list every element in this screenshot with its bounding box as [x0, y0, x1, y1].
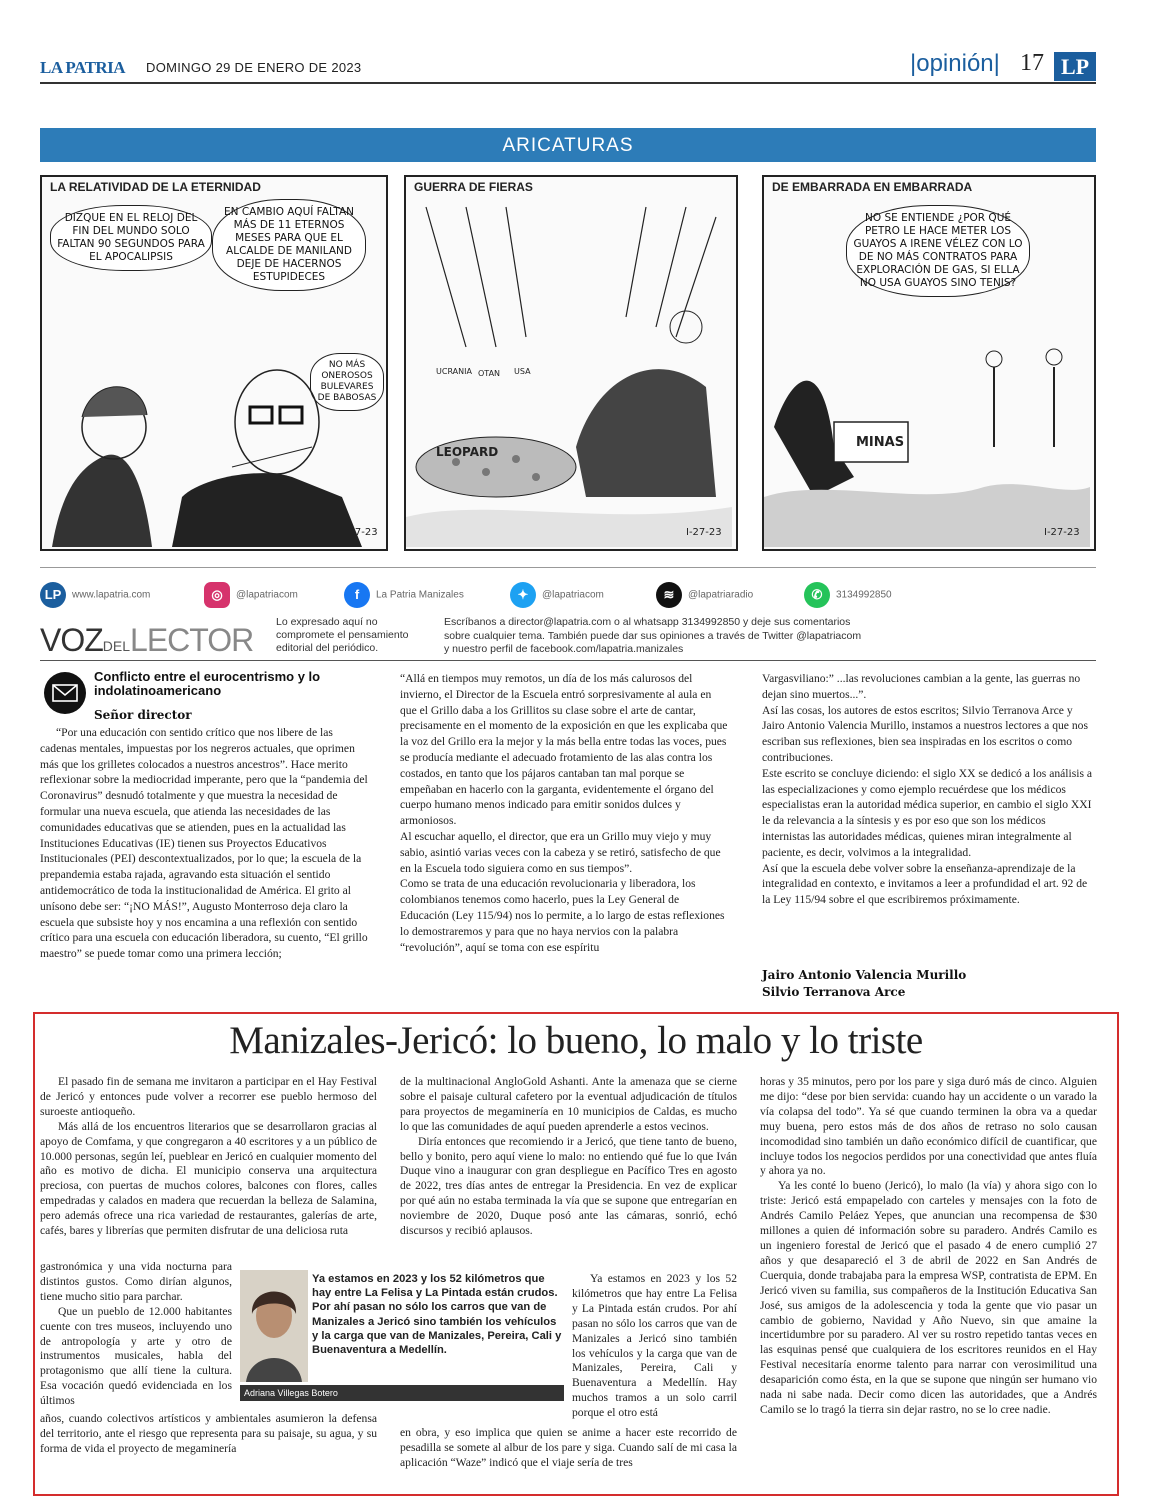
article-headline: Manizales-Jericó: lo bueno, lo malo y lo triste	[229, 1019, 923, 1062]
speech-bubble: NO SE ENTIENDE ¿POR QUÉ PETRO LE HACE METER LOS GUAYOS A IRENE VÉLEZ CON LO DE NO MÁS CONTRATOS PARA EXPLORACIÓN DE GAS, SI ELLA NO USA GUAYOS SINO TENIS?	[846, 205, 1030, 297]
article-column-1-narrow: gastronómica y una vida nocturna para distintos gustos. Como dirían algunos, tiene mucho sitio para parchar. Que un pueblo de 12.000 habitantes cuente con tres museos, incluyendo uno de antropología y arte y otro de instrumentos musicales, habla del protagonismo que allí tiene la cultura. Esa vocación quedó evidenciada en los últimos	[40, 1260, 232, 1408]
social-label: @lapatriacom	[236, 589, 298, 601]
lp-logo-icon: LP	[40, 582, 66, 608]
cartoon-drawing	[764, 327, 1090, 547]
social-rule	[40, 567, 1096, 568]
social-label: @lapatriacom	[542, 589, 604, 601]
cartoon-label: USA	[514, 367, 531, 376]
speech-bubble: EN CAMBIO AQUÍ FALTAN MÁS DE 11 ETERNOS MESES PARA QUE EL ALCALDE DE MANILAND DEJE DE HACERNOS ESTUPIDECES	[212, 199, 366, 291]
section-name: |opinión|	[910, 50, 1000, 77]
social-instagram[interactable]	[204, 582, 298, 608]
cartoon-label: MINAS	[856, 435, 905, 450]
pull-quote: Ya estamos en 2023 y los 52 kilómetros que hay entre La Felisa y La Pintada están crudos. Por ahí pasan no sólo los carros que van de Manizales a Jericó sino también los vehículos y la carga que van de Manizales, Pereira, Cali y Buenaventura a Medellín.	[312, 1273, 562, 1357]
twitter-icon: ✦	[510, 582, 536, 608]
cartoon-date: I-27-23	[686, 527, 722, 538]
cartoon-title: LA RELATIVIDAD DE LA ETERNIDAD	[50, 180, 261, 194]
author-caption: Adriana Villegas Botero	[240, 1385, 564, 1401]
spotify-icon: ≋	[656, 582, 682, 608]
article-column-1-end: años, cuando colectivos artísticos y ambientales asumieron la defensa del territorio, ante el riesgo que representa para su paisaje, su agua, y su forma de vida el proyecto de megaminería	[40, 1412, 377, 1455]
cartoons-band: ARICATURAS	[40, 128, 1096, 162]
salutation: Señor director	[94, 708, 192, 722]
letter-title: Conflicto entre el eurocentrismo y lo indolatinoamericano	[94, 669, 321, 698]
article-column-2-narrow: Ya estamos en 2023 y los 52 kilómetros que hay entre La Felisa y La Pintada están crudos. Por ahí pasan no sólo los carros que van de Manizales a Jericó sino también los vehículos y la carga que van de Manizales, Pereira, Cali y Buenaventura a Medellín. Hay muchos tramos a un solo carril porque el otro está	[572, 1272, 737, 1420]
envelope-icon	[44, 672, 86, 714]
cartoon-title: DE EMBARRADA EN EMBARRADA	[772, 180, 973, 194]
speech-bubble: NO MÁS ONEROSOS BULEVARES DE BABOSAS	[310, 353, 384, 411]
cartoon-title: GUERRA DE FIERAS	[414, 180, 533, 194]
cartoon-drawing	[42, 297, 382, 547]
cartoon-date: I-27-23	[342, 527, 378, 538]
article-column-2: de la multinacional AngloGold Ashanti. Ante la amenaza que se cierne sobre el paisaje cultural cafetero por la eventual adjudicación de títulos para proyectos de megaminería en 10 municipios de Caldas, es mucho lo que las comunidades de aquí pueden aprenderle a estos vecinos. Diría entonces que recomiendo ir a Jericó, que tiene tanto de bueno, bello y bonito, pero aquí viene lo malo: no entiendo qué fue lo que Iván Duque vino a inaugurar con gran despliegue en Pacífico Tres en agosto de 2022, tres días antes de entregar la Presidencia. En vez de explicar por qué aún no estaba terminada la vía que se supone que entregarían en noviembre de 2020, Duque posó ante las cámaras, sonrió, echó discursos y recibió aplausos.	[400, 1075, 737, 1238]
cartoon-date: I-27-23	[1044, 527, 1080, 538]
cartoon-label: OTAN	[478, 369, 501, 378]
social-web[interactable]	[40, 582, 150, 608]
social-label: La Patria Manizales	[376, 589, 464, 601]
whatsapp-icon: ✆	[804, 582, 830, 608]
social-whatsapp[interactable]	[804, 582, 892, 608]
disclaimer: Lo expresado aquí no compromete el pensamiento editorial del periódico.	[276, 616, 409, 654]
letter-column-1: “Por una educación con sentido crítico que nos libere de las cadenas mentales, impuestas por los negreros actuales, que oprimen más que los grilletes colocados a nuestros ancestros”. Hace merito reflexionar sobre la mediocridad imperante, pero que la “pandemia del Coronavirus” desnudó totalmente y que muestra la necesidad de formular una nueva escuela, que atienda las necesidades de las comunidades educativas que se atienden, pues en la actualidad las Instituciones Educativas (IE) tienen sus Proyectos Educativos Institucionales (PEI) descontextualizados, por lo que; la escuela de la prepandemia estaba rajada, agravando esta situación el sentido antidemocrático de toda la institucionalidad de América. El grito al unísono debe ser: “¡NO MÁS!”, Augusto Monterroso deja claro la escuela que subsiste hoy y nos encamina a una reflexión con sentido crítico para una escuela con educación liberadora, su cuento, “El grillo maestro” se puede tomar como una primera lección;	[40, 726, 368, 961]
cartoon-panel-2	[404, 175, 738, 551]
social-label: 3134992850	[836, 589, 892, 601]
social-label: @lapatriaradio	[688, 589, 754, 601]
issue-date: DOMINGO 29 DE ENERO DE 2023	[146, 60, 362, 75]
header-rule	[40, 82, 1096, 84]
contact-info: Escríbanos a director@lapatria.com o al whatsapp 3134992850 y deje sus comentarios sobre cualquier tema. También puede dar sus opiniones a través de Twitter @lapatriacom y nuestro perfil de facebook.com/lapatria.manizales	[444, 616, 862, 655]
cartoon-label: UCRANIA	[436, 367, 472, 376]
instagram-icon: ◎	[204, 582, 230, 608]
lp-logo: LP	[1054, 52, 1096, 81]
cartoon-panel-1	[40, 175, 388, 551]
social-label: www.lapatria.com	[72, 589, 151, 601]
voz-del-lector-title: VOZDELLECTOR	[40, 622, 254, 658]
page-number: 17	[1020, 50, 1044, 76]
cartoon-label: LEOPARD	[436, 445, 499, 459]
social-twitter[interactable]	[510, 582, 604, 608]
speech-bubble: DIZQUE EN EL RELOJ DEL FIN DEL MUNDO SOLO FALTAN 90 SEGUNDOS PARA EL APOCALIPSIS	[50, 205, 212, 271]
letter-column-3: Vargasviliano:” ...las revoluciones cambian a la gente, las guerras no dejan sino muertos...”. Así las cosas, los autores de estos escritos; Silvio Terranova Arce y Jairo Antonio Valencia Murillo, instamos a nuestros lectores a que nos escriban sus reflexiones, bien sea inspiradas en los escritos o como contribuciones. Este escrito se concluye diciendo: el siglo XX se dedicó a los análisis a las especializaciones y como ejemplo recuérdese que los médicos especialistas eran la autoridad médica superior, en cambio el siglo XXI le da relevancia a la síntesis y es por eso que son los médicos internistas las autoridades médicas, quienes miran integralmente al paciente, es decir, volvimos a la integralidad. Así que la escuela debe volver sobre la enseñanza-aprendizaje de la integralidad en contexto, e invitamos a leer a profundidad el art. 92 de la Ley 115/94 sobre el que escribiremos próximamente.	[762, 672, 1093, 907]
letter-column-2: “Allá en tiempos muy remotos, un día de los más calurosos del invierno, el Director de la Escuela entró sorpresivamente al aula en que el Grillo daba a los Grillitos su clase sobre el arte de cantar, precisamente en el momento de la exposición en que les explicaba que la voz del Grillo era la mejor y la más bella entre todas las voces, pues se producía mediante el adecuado frotamiento de las alas contra los costados, en tanto que los pájaros cantaban tan mal porque se empeñaban en hacerlo con la garganta, evidentemente el órgano del cuerpo humano menos indicado para emitir sonidos dulces y armoniosos. Al escuchar aquello, el director, que era un Grillo muy viejo y muy sabio, asintió varias veces con la cabeza y se retiró, satisfecho de que en la Escuela todo siguiera como en sus tiempos”. Como se trata de una educación revolucionaria y liberadora, los colombianos tenemos como hacerlo, pues la Ley General de Educación (Ley 115/94) nos lo permite, a lo largo de estas reflexiones lo demostraremos y para que no haya nervios con la palabra “revolución”, aquí se toma con ese espíritu	[400, 672, 728, 954]
social-facebook[interactable]	[344, 582, 464, 608]
masthead: LA PATRIA	[40, 58, 126, 77]
article-column-2-end: en obra, y eso implica que quien se anime a hacer este recorrido de pesadilla se somete al albur de los pare y siga. Cuando salí de mi casa la aplicación “Waze” indicó que el viaje sería de tres	[400, 1426, 737, 1469]
social-spotify[interactable]	[656, 582, 753, 608]
section-rule	[40, 660, 1096, 661]
cartoon-panel-3	[762, 175, 1096, 551]
article-column-3: horas y 35 minutos, pero por los pare y siga duró más de cinco. Alguien me dijo: “dese por bien servida: cuando hay un accidente o un varado la vía colapsa del todo”. Ya sé que cuando terminen la obra va a quedar muy buena, pero estos más de dos años de retraso no solo causan incomodidad sino también un daño económico difícil de cuantificar, que incluye todos los negocios perdidos por una conectividad que antes fluía y ahora ya no. Ya les conté lo bueno (Jericó), lo malo (la vía) y ahora sigo con lo triste: Jericó está empapelado con carteles y mensajes con la foto de Andrés Camilo Peláez Yepes, que anuncian una recompensa de $30 millones a quien dé información sobre su paradero. Andrés Camilo es un ingeniero forestal de Jericó que el pasado 4 de enero cumplió 27 años y que desapareció el 3 de abril de 2022 en San Andrés de Cuerquia, donde trabajaba para la empresa WSP, contratista de EPM. En Jericó viven su familia, sus compañeros de la Institución Educativa San José, sus amigos de la adolescencia y toda la gente que vio pasar un cambio de gobierno, Navidad y Año Nuevo, sin que amaine la incertidumbre por su paradero. Al ver su rostro repetido tantas veces en las esquinas pensé que cualquiera de los escritores reunidos en el Hay Festival necesitaría enorme talento para narrar con verosimilitud una desaparición como ésta, en la que se supone que ningún ser humano vio nada ni sabe nada. Decir como dicen las autoridades, que a Andrés Camilo se lo tragó la tierra sin dejar rastro, no se lo cree nadie.	[760, 1075, 1097, 1416]
author-photo	[240, 1270, 308, 1382]
article-column-1: El pasado fin de semana me invitaron a participar en el Hay Festival de Jericó y entonces pude volver a recorrer ese pueblo hermoso del suroeste antioqueño. Más allá de los encuentros literarios que se desarrollaron gracias al apoyo de Comfama, y que congregaron a 40 escritores y a un público de 10.000 personas, según leí, pueblear en Jericó en cualquier momento del año es motivo de dicha. El municipio conserva una arquitectura preciosa, con puertas de muchos colores, balcones con flores, calles empedradas y calados en madera que recuerdan la belleza de Salamina, pero además ofrece una rica variedad de restaurantes, galerías de arte, cafés, bares y librerías que permiten disfrutar de una deliciosa ruta	[40, 1075, 377, 1238]
letter-authors: Jairo Antonio Valencia Murillo Silvio Terranova Arce	[762, 968, 967, 999]
facebook-icon: f	[344, 582, 370, 608]
